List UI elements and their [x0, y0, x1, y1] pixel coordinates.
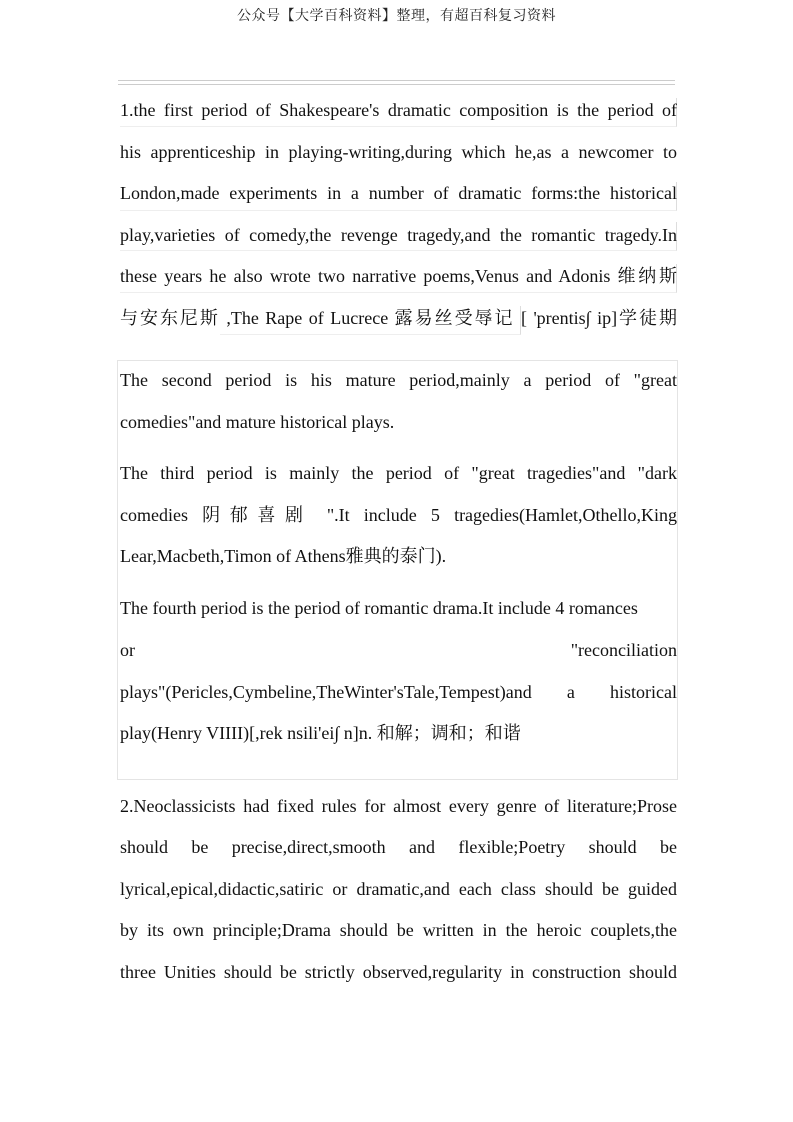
period3-line: comedies 阴郁喜剧 ".It include 5 tragedies(Hamlet,Othello,King — [120, 505, 677, 525]
page-header: 公众号【大学百科资料】整理，有超百科复习资料 — [237, 9, 556, 24]
period4-line: "reconciliation — [570, 640, 677, 660]
period3-line: Lear,Macbeth,Timon of Athens雅典的泰门). — [120, 546, 447, 566]
period4-line: or — [120, 640, 135, 660]
section1-line: 与安东尼斯 ,The Rape of Lucrece 露易丝受辱记 [ 'prentis∫ ip]学徒期 — [120, 308, 677, 328]
period4-line: play(Henry VIIII)[,rek nsili'ei∫ n]n. 和解；调和；和谐 — [120, 723, 521, 743]
section1-line: 1.the first period of Shakespeare's dramatic composition is the period of — [120, 100, 677, 120]
section1-line: these years he also wrote two narrative poems,Venus and Adonis 维纳斯 — [120, 266, 677, 286]
section2-line: 2.Neoclassicists had fixed rules for almost every genre of literature;Prose — [120, 796, 677, 816]
section2-line: lyrical,epical,didactic,satiric or dramatic,and each class should be guided — [120, 879, 677, 899]
section1-line: London,made experiments in a number of dramatic forms:the historical — [120, 183, 677, 203]
period2-line: comedies"and mature historical plays. — [120, 412, 395, 432]
section1-line: his apprenticeship in playing-writing,during which he,as a newcomer to — [120, 142, 677, 162]
period2-line: The second period is his mature period,mainly a period of "great — [120, 370, 677, 390]
section1-line: play,varieties of comedy,the revenge tragedy,and the romantic tragedy.In — [120, 225, 677, 245]
top-rule — [118, 80, 675, 85]
section2-line: should be precise,direct,smooth and flexible;Poetry should be — [120, 837, 677, 857]
section2-line: three Unities should be strictly observed,regularity in construction should — [120, 962, 677, 982]
period3-line: The third period is mainly the period of "great tragedies"and "dark — [120, 463, 677, 483]
period4-line: The fourth period is the period of romantic drama.It include 4 romances — [120, 598, 638, 618]
section2-line: by its own principle;Drama should be written in the heroic couplets,the — [120, 920, 677, 940]
period4-line: plays"(Pericles,Cymbeline,TheWinter'sTale,Tempest)and a historical — [120, 682, 677, 702]
